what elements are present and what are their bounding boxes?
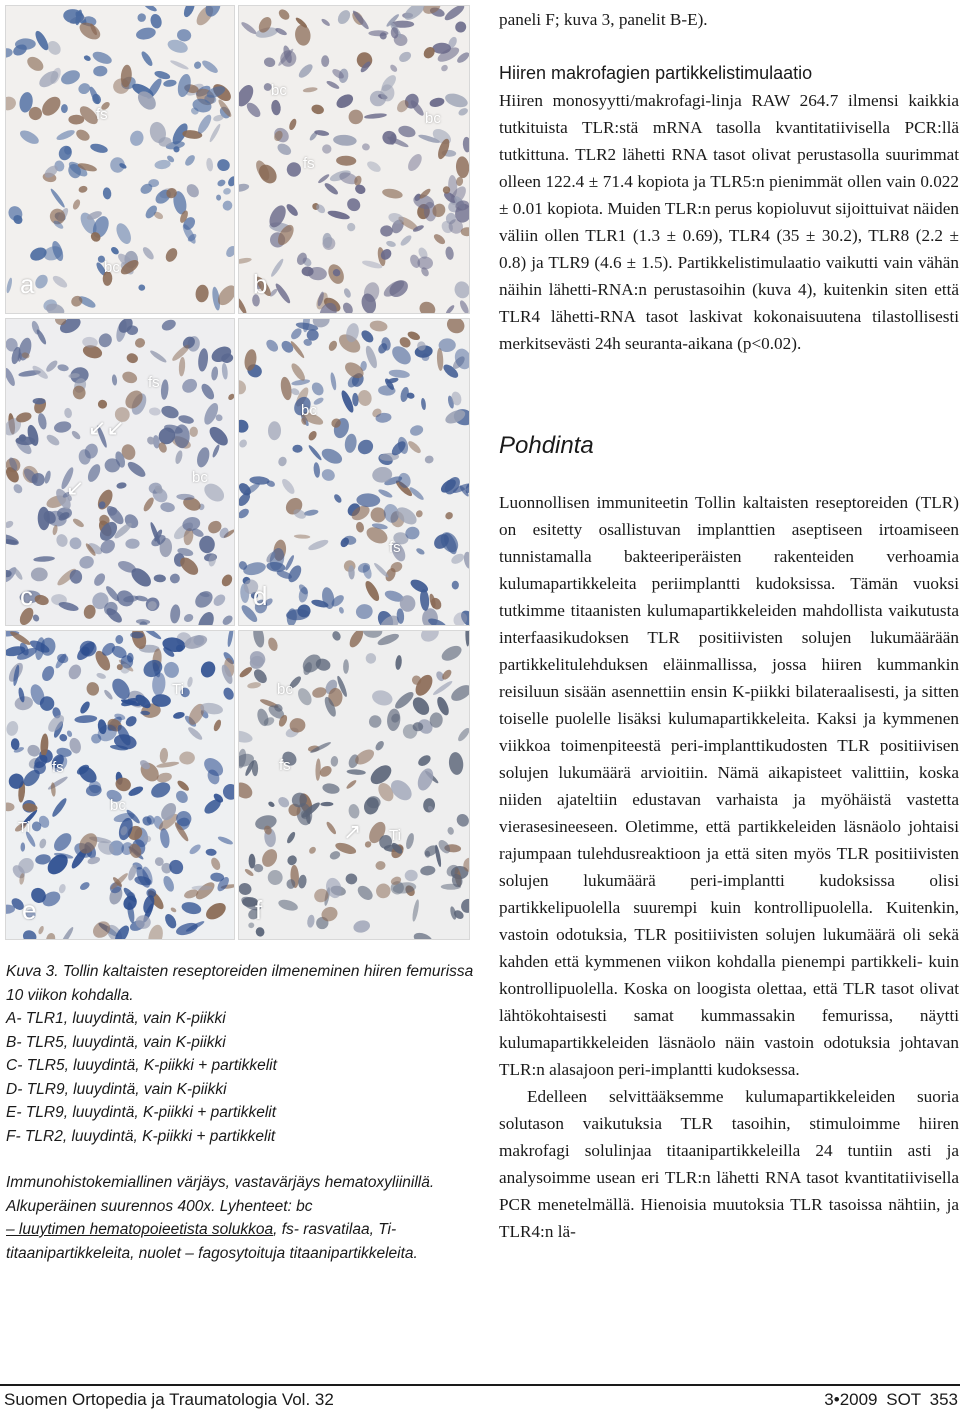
panel-b-label-bc-1: bc bbox=[271, 82, 287, 99]
issue-number: 3•2009 bbox=[824, 1390, 878, 1409]
micrograph-panel-c bbox=[5, 318, 235, 626]
panel-b-label-bc-2: bc bbox=[425, 110, 441, 127]
panel-a-label-bc: bc bbox=[104, 259, 120, 276]
panel-f-label-fs: fs bbox=[279, 757, 291, 774]
panel-d-letter: d bbox=[253, 581, 268, 611]
panel-e-label-fs: fs bbox=[52, 759, 64, 776]
panel-c-letter: c bbox=[20, 581, 33, 611]
panel-c-label-fs: fs bbox=[148, 374, 160, 391]
caption-item-a: A- TLR1, luuydintä, vain K-piikki bbox=[6, 1010, 226, 1027]
figure-caption bbox=[6, 960, 476, 1265]
caption-item-f: F- TLR2, luuydintä, K-piikki + partikkelit bbox=[6, 1127, 276, 1145]
caption-panel-list bbox=[6, 1007, 476, 1148]
section-heading-discussion: Pohdinta bbox=[499, 432, 594, 459]
panel-b-letter: b bbox=[253, 269, 268, 299]
results-section bbox=[499, 60, 959, 357]
panel-f-particle-arrow: ↗ bbox=[343, 819, 362, 844]
results-paragraph: Hiiren monosyytti/makrofagi-linja RAW 264.7 ilmensi kaikkia tutkituista TLR:stä mRNA tasolla kvantitatiivisella PCR:llä tutkittuna. TLR2 lähetti RNA tasot olivat perustasolla suurimmat olleen 122.4 ± 71.4 kopiota ja TLR5:n pienimmät ollen vain 0.022 ± 0.01 kopiota. Muiden TLR:n perus kopioluvut sijoittuivat näiden väliin ollen TLR1 (1.3 ± 0.69), TLR4 (35 ± 30.2), TLR8 (2.2 ± 0.8) ja TLR9 (4.6 ± 1.5). Partikkelistimulaatio vaikutti vain vähän näihin lähetti-RNA:n perustasoihin (kuva 4), kuitenkin siten että TLR4 lähetti-RNA tasot laskivat kokonaisuutena tilastollisesti merkitsevästi 24h seuranta-aikana (p<0.02). bbox=[499, 91, 959, 353]
caption-item-c: C- TLR5, luuydintä, K-piikki + partikkelit bbox=[6, 1057, 277, 1074]
continued-line: paneli F; kuva 3, panelit B-E). bbox=[499, 10, 708, 29]
journal-name: Suomen Ortopedia ja Traumatologia Vol. 32 bbox=[4, 1390, 334, 1409]
panel-f-label-bc: bc bbox=[277, 681, 293, 698]
panel-c-label-bc: bc bbox=[192, 469, 208, 486]
micrograph-panel-a bbox=[5, 5, 235, 314]
footer-rule bbox=[0, 1384, 960, 1386]
caption-notes bbox=[6, 1171, 476, 1265]
panel-d-label-fs: fs bbox=[389, 539, 401, 556]
panel-a-image bbox=[6, 6, 234, 313]
caption-notes-end: , fs- rasvatilaa, Ti- titaanipartikkeleita, nuolet – fagosytoituja titaanipartikkeleita. bbox=[6, 1221, 418, 1262]
panel-a-letter: a bbox=[20, 269, 35, 299]
phagocytosed-particles-arrows: ↙↙ bbox=[88, 415, 125, 440]
panel-d-label-bc: bc bbox=[301, 402, 317, 419]
caption-item-e: E- TLR9, luuydintä, K-piikki + partikkelit bbox=[6, 1104, 277, 1121]
panel-e-label-ti-2: Ti bbox=[18, 819, 30, 836]
discussion-paragraph-1: Luonnollisen immuniteetin Tollin kaltaisten reseptoreiden (TLR) on esitetty osallistuvan implanttien aseptiseen irtoamiseen tunnistamalla bakteeriperäisten rakenteiden verhoamia kulumapartikkeleita periimplantti kudoksissa. Tämän vuoksi tutkimme titaanisten kulumapartikkeleiden mahdollista vaikutusta interfaasikudoksen TLR positiivisten solujen lukumäärään partikkelitulehduksen eläinmallissa, jossa hiiren kummankin reisiluun sisään asennettiin ensin K-piikki bilateraalisesti, ja sitten toiselle puolelle lisäksi kulumapartikkeleita. Kaksi ja kymmenen viikkoa toimenpiteestä peri-implanttikudosten TLR positiivisen solujen lukumäärä arvioitiin. Nämä aikapisteet valittiin, koska niiden ajateltiin edustavan varhaista ja myöhäistä vastetta vierasesineeseen. Oletimme, että partikkeleiden läsnäolo johtaisi rajumpaan tulehdusreaktioon ja että siten myös TLR positiivisten solujen lukumäärä peri-implantti kudoksissa olisi partikkelipuolella suurempi kuin kontrollipuolella. Kuitenkin, vastoin odotuksia, TLR positiivisten solujen lukumäärä oli sekä kahden että kymmenen viikon kohdalla pienempi partikkeli- kuin kontrollipuolella. Koska on loogista olettaa, että TLR tasot olivat lähtökohtaisesti samat kummassakin femurissa, näytti kulumapartikkeleiden läsnäolo näin vastoin odotuksia johtavan TLR:n alasajoon peri-implantti kudoksessa. bbox=[499, 493, 959, 1079]
discussion-paragraph-2: Edelleen selvittääksemme kulumapartikkeleiden suoria solutason vaikutuksia TLR tasoihin, stimuloimme hiiren makrofagi solulinjaa titaanipartikkeleilla 24 tuntiin asti ja analysoimme usean eri TLR:n lähetti RNA tasot kvantitatiivisella PCR menetelmällä. Hienoisia muutoksia TLR tasoissa nähtiin, ja TLR4:n lä- bbox=[499, 1087, 959, 1241]
section-heading-macrophage: Hiiren makrofagien partikkelistimulaatio bbox=[499, 63, 813, 83]
panel-b-label-fs: fs bbox=[303, 155, 315, 172]
panel-a-label-fs: fs bbox=[96, 106, 108, 123]
footer-issue bbox=[824, 1390, 958, 1410]
journal-abbrev: SOT bbox=[886, 1390, 921, 1409]
page-number: 353 bbox=[929, 1390, 958, 1409]
right-column-top bbox=[499, 6, 959, 33]
phagocytosed-particle-arrow: ↙ bbox=[66, 475, 85, 500]
panel-f-letter: f bbox=[255, 895, 263, 925]
micrograph-panel-b bbox=[238, 5, 470, 314]
panel-b-image bbox=[239, 6, 469, 313]
panel-e-image bbox=[6, 631, 234, 939]
caption-item-b: B- TLR5, luuydintä, vain K-piikki bbox=[6, 1033, 226, 1051]
caption-title: Kuva 3. Tollin kaltaisten reseptoreiden ilmeneminen hiiren femurissa 10 viikon kohdalla. bbox=[6, 963, 474, 1004]
micrograph-panel-d bbox=[238, 318, 470, 626]
panel-f-image bbox=[239, 631, 469, 939]
micrograph-panel-f bbox=[238, 630, 470, 940]
caption-notes-start: Immunohistokemiallinen värjäys, vastavärjäys hematoxyliinillä. Alkuperäinen suurennos 400x. Lyhenteet: bc bbox=[6, 1174, 435, 1215]
panel-e-label-bc: bc bbox=[110, 797, 126, 814]
panel-e-label-ti-1: Ti bbox=[172, 681, 184, 698]
panel-d-image bbox=[239, 319, 469, 625]
micrograph-panel-e bbox=[5, 630, 235, 940]
panel-f-label-ti: Ti bbox=[389, 827, 401, 844]
panel-e-letter: e bbox=[22, 895, 37, 925]
caption-item-d: D- TLR9, luuydintä, vain K-piikki bbox=[6, 1080, 227, 1098]
discussion-section bbox=[499, 489, 959, 1245]
caption-notes-underlined: – luuytimen hematopoieetista solukkoa bbox=[6, 1221, 274, 1238]
